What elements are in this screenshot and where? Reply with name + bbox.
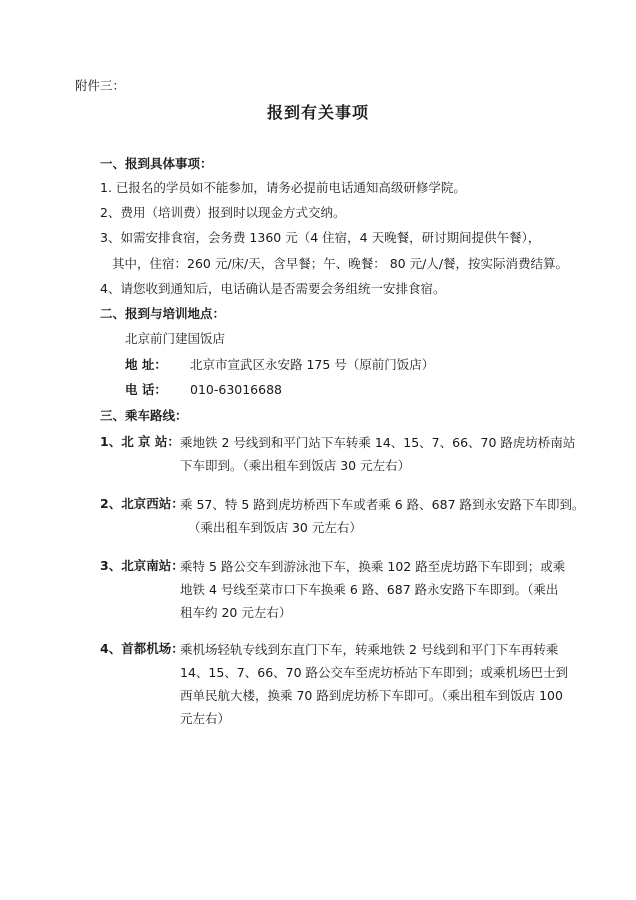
address-label: 地 址： bbox=[125, 357, 167, 372]
section1-item-4: 4、请您收到通知后，电话确认是否需要会务组统一安排食宿。 bbox=[100, 281, 446, 296]
route-line: 元左右） bbox=[180, 711, 231, 726]
route-line: （乘出租车到饭店 30 元左右） bbox=[188, 520, 362, 535]
venue-name: 北京前门建国饭店 bbox=[125, 331, 226, 346]
route-line: 乘机场轻轨专线到东直门下车，转乘地铁 2 号线到和平门下车再转乘 bbox=[180, 642, 559, 657]
section1-heading: 一、报到具体事项： bbox=[100, 156, 213, 171]
address-value: 北京市宣武区永安路 175 号（原前门饭店） bbox=[190, 357, 435, 372]
route-body-beijing-station bbox=[180, 431, 580, 477]
phone-label: 电 话： bbox=[125, 382, 167, 397]
route-line: 乘 57、特 5 路到虎坊桥西下车或者乘 6 路、687 路到永安路下车即到。 bbox=[180, 497, 585, 512]
route-line: 14、15、7、66、70 路公交车至虎坊桥站下车即到；或乘机场巴士到 bbox=[180, 665, 569, 680]
route-label-beijing-south: 3、北京南站： bbox=[100, 558, 184, 573]
route-line: 乘地铁 2 号线到和平门站下车转乘 14、15、7、66、70 路虎坊桥南站 bbox=[180, 435, 576, 450]
phone-value: 010-63016688 bbox=[190, 382, 282, 397]
route-body-beijing-west bbox=[180, 493, 585, 539]
section3-heading: 三、乘车路线： bbox=[100, 408, 188, 423]
section1-item-2: 2、费用（培训费）报到时以现金方式交纳。 bbox=[100, 205, 346, 220]
route-line: 租车约 20 元左右） bbox=[180, 605, 292, 620]
section1-item-3-detail: 其中，住宿：260 元/床/天，含早餐；午、晚餐： 80 元/人/餐，按实际消费结算。 bbox=[112, 256, 569, 271]
section2-heading: 二、报到与培训地点： bbox=[100, 306, 226, 321]
route-line: 下车即到。（乘出租车到饭店 30 元左右） bbox=[180, 458, 411, 473]
route-label-capital-airport: 4、首都机场： bbox=[100, 641, 184, 656]
route-body-beijing-south bbox=[180, 555, 580, 624]
route-line: 地铁 4 号线至菜市口下车换乘 6 路、687 路永安路下车即到。（乘出 bbox=[180, 582, 559, 597]
route-label-beijing-station: 1、北 京 站： bbox=[100, 434, 180, 449]
attachment-label: 附件三： bbox=[75, 78, 126, 93]
route-body-capital-airport bbox=[180, 638, 580, 730]
route-label-beijing-west: 2、北京西站： bbox=[100, 496, 184, 511]
section1-item-1: 1. 已报名的学员如不能参加，请务必提前电话通知高级研修学院。 bbox=[100, 180, 466, 195]
page-title: 报到有关事项 bbox=[266, 103, 369, 122]
route-line: 乘特 5 路公交车到游泳池下车，换乘 102 路至虎坊路下车即到；或乘 bbox=[180, 559, 566, 574]
route-line: 西单民航大楼，换乘 70 路到虎坊桥下车即可。（乘出租车到饭店 100 bbox=[180, 688, 563, 703]
section1-item-3: 3、如需安排食宿，会务费 1360 元（4 住宿，4 天晚餐，研讨期间提供午餐）， bbox=[100, 230, 541, 245]
